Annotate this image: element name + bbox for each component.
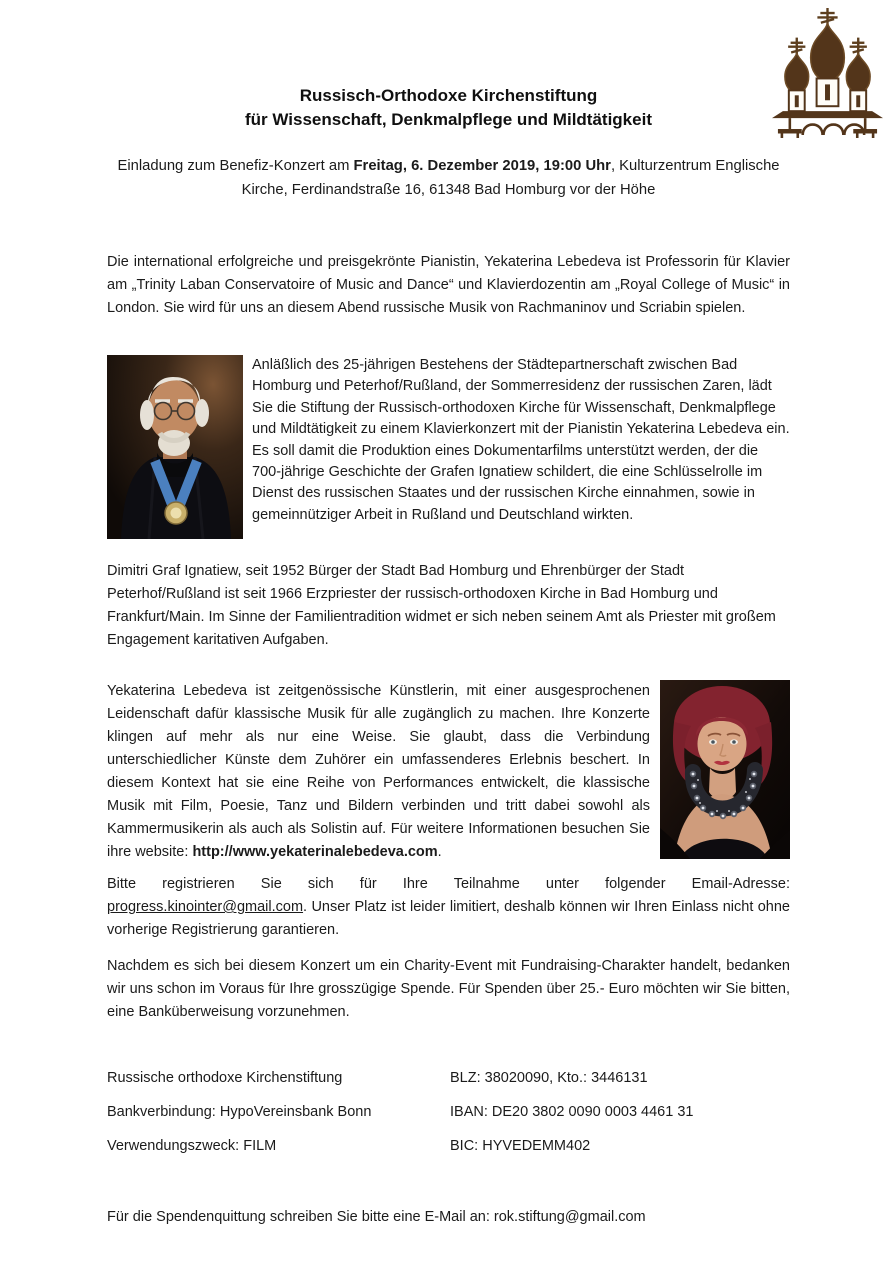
bank-row-bic: BIC: HYVEDEMM402 (450, 1138, 591, 1154)
registration-suffix: . Unser Platz ist leider limitiert, deshalb können wir Ihren Einlass nicht ohne vorherige Registrierung garantieren. (107, 899, 790, 938)
yekaterina-section (107, 680, 790, 864)
website-link: http://www.yekaterinalebedeva.com (192, 844, 438, 860)
footer-email: rok.stiftung@gmail.com (493, 1209, 646, 1225)
title-line-1: Russisch-Orthodoxe Kirchenstiftung (299, 86, 598, 105)
donation-receipt-line (107, 1207, 790, 1227)
title-line-2: für Wissenschaft, Denkmalpflege und Mildtätigkeit (245, 109, 652, 129)
bank-row-bank-name: Bankverbindung: HypoVereinsbank Bonn (107, 1104, 372, 1120)
page-title (107, 84, 790, 131)
invitation-line (107, 154, 790, 202)
invitation-datetime: Freitag, 6. Dezember 2019, 19:00 Uhr (353, 158, 611, 174)
registration-email-link[interactable]: progress.kinointer@gmail.com (107, 899, 304, 915)
yekaterina-paragraph (107, 680, 650, 864)
bank-row-account-name: Russische orthodoxe Kirchenstiftung (107, 1070, 343, 1086)
bank-row-purpose: Verwendungszweck: FILM (107, 1138, 277, 1154)
yekaterina-text: Yekaterina Lebedeva ist zeitgenössische Künstlerin, mit einer ausgesprochenen Leidenschaft dafür klassische Musik für alle zugänglich zu machen. Ihre Konzerte klingen auf mehr als nur eine Weise. Sie glaubt, dass die Verbindung unterschiedlicher Künste dem Zuhörer ein umfassenderes Erlebnis beschert. In diesem Kontext hat sie eine Reihe von Performances entwickelt, die klassische Musik mit Film, Poesie, Tanz und Bildern verbinden und tritt dabei sowohl als Kammermusikerin als auch als Solistin auf. Für weitere Informationen besuchen Sie ihre website: (107, 683, 650, 860)
intro-paragraph: Die international erfolgreiche und preisgekrönte Pianistin, Yekaterina Lebedeva ist Professorin für Klavier am „Trinity Laban Conservatoire of Music and Dance“ und Klavierdozentin am „Royal College of Music“ in London. Sie wird für uns an diesem Abend russische Musik von Rachmaninov und Scriabin spielen. (107, 254, 790, 316)
bank-row-blz-kto: BLZ: 38020090, Kto.: 3446131 (450, 1070, 648, 1086)
anniversary-section (107, 355, 790, 539)
bank-details (107, 1068, 790, 1156)
church-logo-icon (770, 8, 885, 139)
anniversary-paragraph: Anläßlich des 25-jährigen Bestehens der Städtepartnerschaft zwischen Bad Homburg und Peterhof/Rußland, der Sommerresidenz der russischen Zaren, lädt Sie die Stiftung der Russisch-orthodoxen Kirche für Wissenschaft, Denkmalpflege und Mildtätigkeit zu einem Klavierkonzert mit der Pianistin Yekaterina Lebedeva ein. Es soll damit die Produktion eines Dokumentarfilms unterstützt werden, der die 700-jährige Geschichte der Grafen Ignatiew schildert, die eine Schlüsselrolle im Dienst des russischen Staates und der russischen Kirche einnahmen, sowie in gemeinnütziger Arbeit in Rußland und Deutschland wirkten. (252, 357, 790, 523)
dimitri-paragraph: Dimitri Graf Ignatiew, seit 1952 Bürger der Stadt Bad Homburg und Ehrenbürger der Stadt Peterhof/Rußland ist seit 1966 Erzpriester der russisch-orthodoxen Kirche in Bad Homburg und Frankfurt/Main. Im Sinne der Familientradition widmet er sich neben seinem Amt als Priester mit großem Engagement karitativen Aufgaben. (107, 563, 776, 648)
footer-prefix: Für die Spendenquittung schreiben Sie bitte eine E-Mail an: (107, 1209, 494, 1225)
bank-row-iban: IBAN: DE20 3802 0090 0003 4461 31 (450, 1104, 694, 1120)
photo-yekaterina-lebedeva (660, 680, 790, 859)
registration-prefix: Bitte registrieren Sie sich für Ihre Teilnahme unter folgender Email-Adresse: (107, 876, 790, 892)
photo-dimitri-graf-ignatiew (107, 355, 243, 539)
invitation-suffix: , Kulturzentrum Englische Kirche, Ferdinandstraße 16, 61348 Bad Homburg vor der Höhe (241, 158, 780, 198)
charity-paragraph: Nachdem es sich bei diesem Konzert um ein Charity-Event mit Fundraising-Charakter handelt, bedanken wir uns schon im Voraus für Ihre grosszügige Spende. Für Spenden über 25.- Euro möchten wir Sie bitten, eine Banküberweisung vorzunehmen. (107, 958, 790, 1020)
website-period: . (437, 844, 442, 860)
invitation-prefix: Einladung zum Benefiz-Konzert am (117, 158, 354, 174)
registration-paragraph (107, 873, 790, 942)
